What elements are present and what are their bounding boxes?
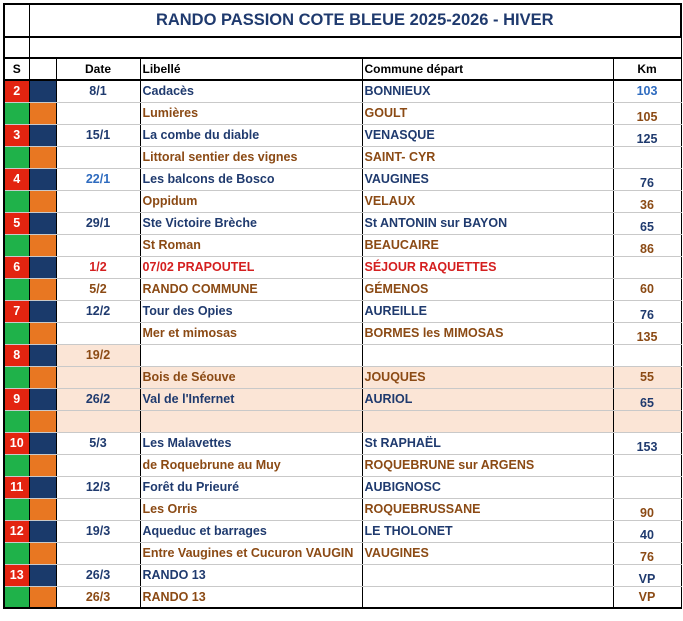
- date-cell: [56, 366, 140, 388]
- title-row: [4, 4, 681, 37]
- date-cell: 26/2: [56, 388, 140, 410]
- libelle-cell: Tour des Opies: [140, 300, 362, 322]
- table-row: [4, 80, 681, 102]
- libelle-cell: Littoral sentier des vignes: [140, 146, 362, 168]
- week-number: 11: [4, 476, 29, 498]
- libelle-cell: St Roman: [140, 234, 362, 256]
- libelle-cell: [140, 410, 362, 432]
- km-cell: 125: [613, 124, 681, 146]
- color-marker: [29, 520, 56, 542]
- color-marker: [29, 344, 56, 366]
- libelle-cell: 07/02 PRAPOUTEL: [140, 256, 362, 278]
- km-cell: [613, 476, 681, 498]
- commune-cell: AURIOL: [362, 388, 613, 410]
- date-cell: 5/2: [56, 278, 140, 300]
- header-s: S: [4, 58, 29, 80]
- header-commune: Commune départ: [362, 58, 613, 80]
- week-number: [4, 102, 29, 124]
- date-cell: [56, 190, 140, 212]
- header-libelle: Libellé: [140, 58, 362, 80]
- commune-cell: GÉMENOS: [362, 278, 613, 300]
- km-cell: [613, 454, 681, 476]
- libelle-cell: Forêt du Prieuré: [140, 476, 362, 498]
- week-number: [4, 322, 29, 344]
- km-cell: 76: [613, 542, 681, 564]
- week-number: [4, 410, 29, 432]
- table-row: [4, 168, 681, 190]
- km-cell: 135: [613, 322, 681, 344]
- week-number: 5: [4, 212, 29, 234]
- table-row: [4, 190, 681, 212]
- libelle-cell: Les Malavettes: [140, 432, 362, 454]
- libelle-cell: Bois de Séouve: [140, 366, 362, 388]
- header-km: Km: [613, 58, 681, 80]
- date-cell: 1/2: [56, 256, 140, 278]
- week-number: [4, 454, 29, 476]
- commune-cell: BONNIEUX: [362, 80, 613, 102]
- libelle-cell: RANDO COMMUNE: [140, 278, 362, 300]
- km-cell: [613, 146, 681, 168]
- color-marker: [29, 454, 56, 476]
- libelle-cell: Val de l'Infernet: [140, 388, 362, 410]
- km-cell: [613, 256, 681, 278]
- table-row: [4, 366, 681, 388]
- km-cell: 76: [613, 168, 681, 190]
- libelle-cell: Les balcons de Bosco: [140, 168, 362, 190]
- color-marker: [29, 542, 56, 564]
- date-cell: [56, 322, 140, 344]
- commune-cell: LE THOLONET: [362, 520, 613, 542]
- date-cell: 19/3: [56, 520, 140, 542]
- week-number: 10: [4, 432, 29, 454]
- date-cell: 5/3: [56, 432, 140, 454]
- table-row: [4, 410, 681, 432]
- date-cell: 12/3: [56, 476, 140, 498]
- date-cell: [56, 146, 140, 168]
- km-cell: VP: [613, 564, 681, 586]
- week-number: [4, 498, 29, 520]
- color-marker: [29, 432, 56, 454]
- color-marker: [29, 124, 56, 146]
- week-number: [4, 542, 29, 564]
- libelle-cell: Oppidum: [140, 190, 362, 212]
- commune-cell: St ANTONIN sur BAYON: [362, 212, 613, 234]
- km-cell: [613, 410, 681, 432]
- color-marker: [29, 190, 56, 212]
- table-row: [4, 344, 681, 366]
- table-row: [4, 124, 681, 146]
- week-number: 7: [4, 300, 29, 322]
- libelle-cell: Cadacès: [140, 80, 362, 102]
- commune-cell: ROQUEBRUSSANE: [362, 498, 613, 520]
- commune-cell: AUREILLE: [362, 300, 613, 322]
- libelle-cell: [140, 344, 362, 366]
- date-cell: [56, 410, 140, 432]
- table-row: [4, 564, 681, 586]
- libelle-cell: Les Orris: [140, 498, 362, 520]
- km-cell: 65: [613, 388, 681, 410]
- date-cell: [56, 102, 140, 124]
- color-marker: [29, 80, 56, 102]
- color-marker: [29, 146, 56, 168]
- commune-cell: SÉJOUR RAQUETTES: [362, 256, 613, 278]
- date-cell: 19/2: [56, 344, 140, 366]
- color-marker: [29, 388, 56, 410]
- date-cell: 26/3: [56, 586, 140, 608]
- km-cell: 60: [613, 278, 681, 300]
- date-cell: 29/1: [56, 212, 140, 234]
- libelle-cell: de Roquebrune au Muy: [140, 454, 362, 476]
- date-cell: [56, 234, 140, 256]
- libelle-cell: RANDO 13: [140, 586, 362, 608]
- color-marker: [29, 256, 56, 278]
- km-cell: 55: [613, 366, 681, 388]
- color-marker: [29, 322, 56, 344]
- table-row: [4, 300, 681, 322]
- commune-cell: [362, 344, 613, 366]
- week-number: 12: [4, 520, 29, 542]
- week-number: [4, 278, 29, 300]
- week-number: 9: [4, 388, 29, 410]
- header-row: [4, 58, 681, 80]
- commune-cell: ROQUEBRUNE sur ARGENS: [362, 454, 613, 476]
- color-marker: [29, 278, 56, 300]
- date-cell: 22/1: [56, 168, 140, 190]
- schedule-table: [3, 3, 682, 609]
- table-row: [4, 454, 681, 476]
- commune-cell: BORMES les MIMOSAS: [362, 322, 613, 344]
- commune-cell: GOULT: [362, 102, 613, 124]
- table-row: [4, 146, 681, 168]
- km-cell: 153: [613, 432, 681, 454]
- km-cell: 103: [613, 80, 681, 102]
- km-cell: 36: [613, 190, 681, 212]
- table-row: [4, 278, 681, 300]
- table-row: [4, 520, 681, 542]
- table-row: [4, 476, 681, 498]
- week-number: [4, 366, 29, 388]
- commune-cell: VAUGINES: [362, 168, 613, 190]
- commune-cell: [362, 564, 613, 586]
- commune-cell: BEAUCAIRE: [362, 234, 613, 256]
- libelle-cell: Aqueduc et barrages: [140, 520, 362, 542]
- color-marker: [29, 212, 56, 234]
- table-row: [4, 542, 681, 564]
- km-cell: VP: [613, 586, 681, 608]
- libelle-cell: Ste Victoire Brèche: [140, 212, 362, 234]
- table-row: [4, 432, 681, 454]
- week-number: 13: [4, 564, 29, 586]
- table-row: [4, 234, 681, 256]
- table-row: [4, 102, 681, 124]
- commune-cell: VELAUX: [362, 190, 613, 212]
- km-cell: [613, 344, 681, 366]
- week-number: [4, 234, 29, 256]
- date-cell: [56, 542, 140, 564]
- color-marker: [29, 168, 56, 190]
- color-marker: [29, 234, 56, 256]
- date-cell: [56, 454, 140, 476]
- week-number: [4, 190, 29, 212]
- table-row: [4, 322, 681, 344]
- date-cell: 12/2: [56, 300, 140, 322]
- commune-cell: JOUQUES: [362, 366, 613, 388]
- table-row: [4, 498, 681, 520]
- km-cell: 105: [613, 102, 681, 124]
- km-cell: 76: [613, 300, 681, 322]
- table-row: [4, 212, 681, 234]
- date-cell: 26/3: [56, 564, 140, 586]
- week-number: 3: [4, 124, 29, 146]
- commune-cell: [362, 410, 613, 432]
- commune-cell: VAUGINES: [362, 542, 613, 564]
- libelle-cell: RANDO 13: [140, 564, 362, 586]
- date-cell: [56, 498, 140, 520]
- color-marker: [29, 300, 56, 322]
- commune-cell: SAINT- CYR: [362, 146, 613, 168]
- commune-cell: AUBIGNOSC: [362, 476, 613, 498]
- km-cell: 90: [613, 498, 681, 520]
- table-row: [4, 256, 681, 278]
- libelle-cell: Entre Vaugines et Cucuron VAUGIN: [140, 542, 362, 564]
- km-cell: 40: [613, 520, 681, 542]
- week-number: 4: [4, 168, 29, 190]
- page-title: RANDO PASSION COTE BLEUE 2025-2026 - HIVER: [29, 4, 681, 37]
- date-cell: 15/1: [56, 124, 140, 146]
- libelle-cell: La combe du diable: [140, 124, 362, 146]
- week-number: 2: [4, 80, 29, 102]
- color-marker: [29, 586, 56, 608]
- header-date: Date: [56, 58, 140, 80]
- libelle-cell: Lumières: [140, 102, 362, 124]
- color-marker: [29, 476, 56, 498]
- date-cell: 8/1: [56, 80, 140, 102]
- km-cell: 65: [613, 212, 681, 234]
- week-number: [4, 146, 29, 168]
- km-cell: 86: [613, 234, 681, 256]
- table-row: [4, 388, 681, 410]
- blank-row: [4, 37, 681, 58]
- week-number: 8: [4, 344, 29, 366]
- libelle-cell: Mer et mimosas: [140, 322, 362, 344]
- color-marker: [29, 498, 56, 520]
- week-number: 6: [4, 256, 29, 278]
- commune-cell: St RAPHAËL: [362, 432, 613, 454]
- color-marker: [29, 410, 56, 432]
- commune-cell: [362, 586, 613, 608]
- table-row: [4, 586, 681, 608]
- color-marker: [29, 366, 56, 388]
- commune-cell: VENASQUE: [362, 124, 613, 146]
- color-marker: [29, 564, 56, 586]
- week-number: [4, 586, 29, 608]
- color-marker: [29, 102, 56, 124]
